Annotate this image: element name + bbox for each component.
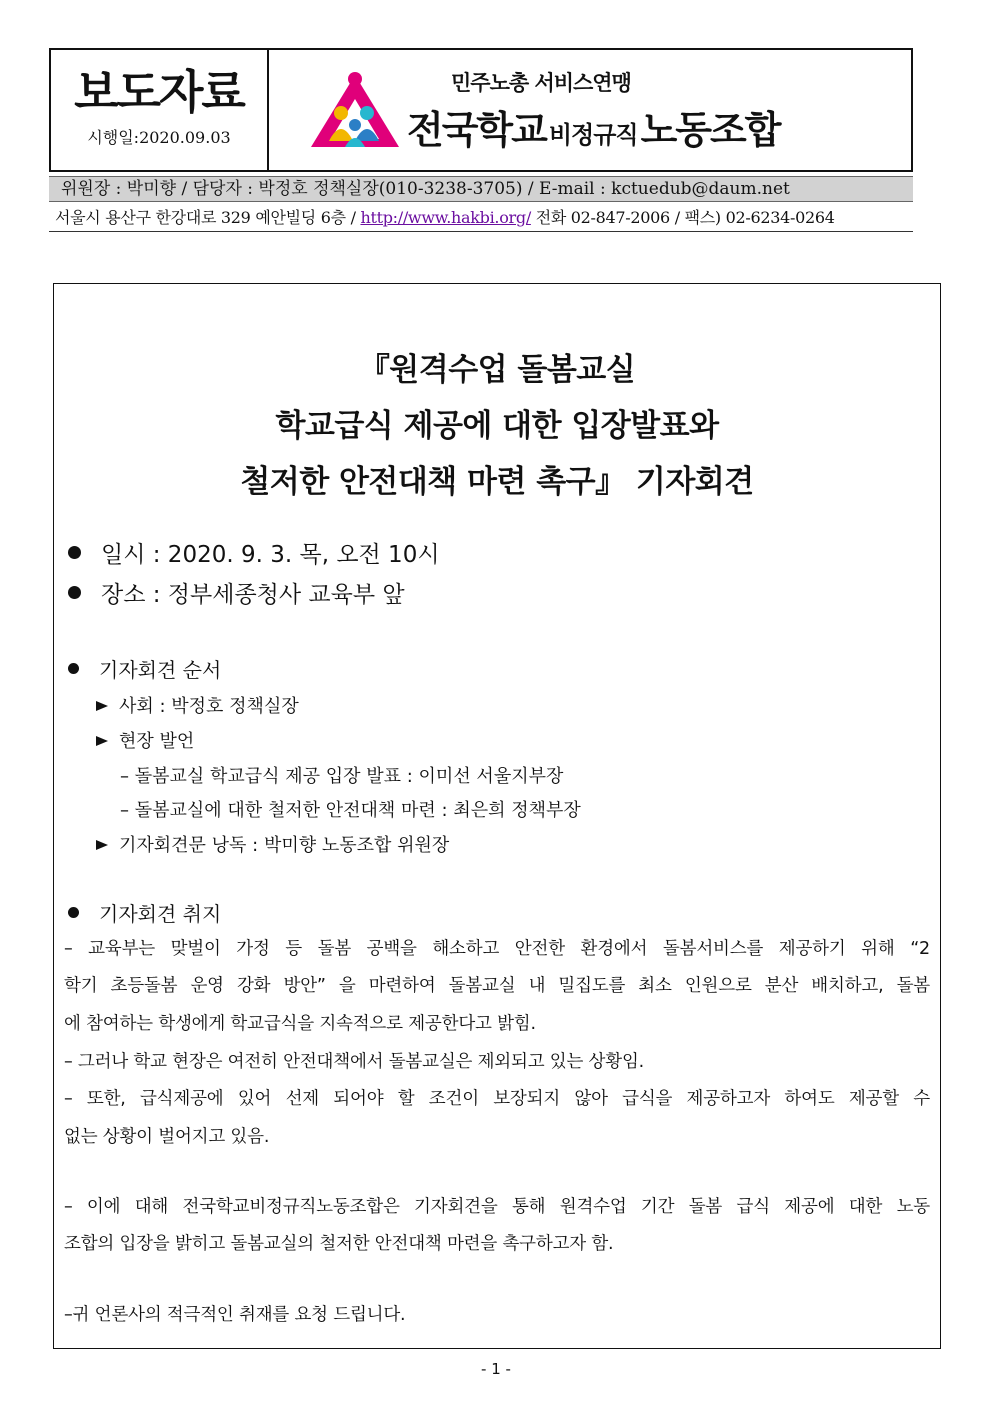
page-number: - 1 -: [481, 1360, 511, 1378]
order-item-host: [96, 692, 299, 718]
purpose-heading: [68, 898, 221, 927]
purpose-paragraph-3-line-2: 없는 상황이 벌어지고 있음.: [64, 1127, 270, 1147]
press-release-title: 보도자료: [74, 64, 244, 119]
speech-item-1: – 돌봄교실 학교급식 제공 입장 발표 : 이미선 서울지부장: [120, 766, 564, 787]
purpose-heading-text: 기자회견 취지: [99, 902, 222, 926]
headline-line-1: 『원격수업 돌봄교실: [358, 352, 636, 388]
website-link[interactable]: http://www.hakbi.org/: [360, 208, 531, 227]
union-federation: 민주노총 서비스연맹: [451, 70, 631, 95]
contact-info: 위원장 : 박미향 / 담당자 : 박정호 정책실장(010-3238-3705) / E-mail : kctuedub@daum.net: [49, 176, 913, 202]
purpose-paragraph-1-line-1: – 교육부는 맞벌이 가정 등 돌봄 공백을 해소하고 안전한 환경에서 돌봄서비스를 제공하기 위해 “2: [64, 939, 930, 959]
union-logo-cell: [269, 50, 911, 170]
order-item-speeches: [96, 727, 194, 753]
event-datetime: [68, 536, 440, 569]
release-date: 시행일:2020.09.03: [87, 127, 231, 147]
triangle-bullet-icon: [96, 701, 108, 711]
order-item-statement: [96, 831, 449, 857]
press-header: [49, 48, 913, 172]
union-full-name: [407, 99, 779, 154]
triangle-bullet-icon: [96, 840, 108, 850]
bullet-icon: [68, 663, 79, 674]
order-item-speeches-text: 현장 발언: [119, 731, 195, 752]
headline-line-2: 학교급식 제공에 대한 입장발표와: [275, 408, 719, 444]
union-name: [407, 67, 779, 154]
union-name-part2: 비정규직: [548, 120, 638, 149]
event-place: [68, 576, 405, 609]
order-item-statement-text: 기자회견문 낭독 : 박미향 노동조합 위원장: [119, 835, 450, 856]
bullet-icon: [68, 586, 81, 599]
union-logo-icon: [307, 69, 403, 151]
order-heading: [68, 654, 221, 683]
event-datetime-text: 일시 : 2020. 9. 3. 목, 오전 10시: [101, 542, 440, 568]
purpose-paragraph-4-line-2: 조합의 입장을 밝히고 돌봄교실의 철저한 안전대책 마련을 촉구하고자 함.: [64, 1234, 614, 1254]
purpose-paragraph-1-line-3: 에 참여하는 학생에게 학교급식을 지속적으로 제공한다고 밝힘.: [64, 1014, 536, 1034]
order-heading-text: 기자회견 순서: [99, 658, 222, 682]
union-name-part3: 노동조합: [640, 107, 780, 152]
purpose-paragraph-4-line-1: – 이에 대해 전국학교비정규직노동조합은 기자회견을 통해 원격수업 기간 돌봄 급식 제공에 대한 노동: [64, 1197, 930, 1217]
purpose-paragraph-3-line-1: – 또한, 급식제공에 있어 선제 되어야 할 조건이 보장되지 않아 급식을 제공하고자 하여도 제공할 수: [64, 1089, 930, 1109]
street-address: 서울시 용산구 한강대로 329 예안빌딩 6층 /: [55, 208, 361, 227]
phone-fax: 전화 02-847-2006 / 팩스) 02-6234-0264: [530, 208, 835, 227]
purpose-paragraph-1-line-2: 학기 초등돌봄 운영 강화 방안” 을 마련하여 돌봄교실 내 밀집도를 최소 인원으로 분산 배치하고, 돌봄: [64, 976, 930, 996]
union-name-part1: 전국학교: [407, 107, 546, 152]
address-info: [49, 204, 913, 232]
purpose-paragraph-5: –귀 언론사의 적극적인 취재를 요청 드립니다.: [64, 1305, 406, 1325]
order-item-host-text: 사회 : 박정호 정책실장: [119, 696, 299, 717]
purpose-paragraph-2: – 그러나 학교 현장은 여전히 안전대책에서 돌봄교실은 제외되고 있는 상황임.: [64, 1052, 645, 1072]
event-place-text: 장소 : 정부세종청사 교육부 앞: [101, 582, 405, 608]
bullet-icon: [68, 907, 79, 918]
press-release-cell: [51, 50, 269, 170]
headline-line-3: 철저한 안전대책 마련 촉구』 기자회견: [240, 464, 754, 500]
triangle-bullet-icon: [96, 736, 108, 746]
speech-item-2: – 돌봄교실에 대한 철저한 안전대책 마련 : 최은희 정책부장: [120, 800, 581, 821]
bullet-icon: [68, 546, 81, 559]
content-frame: [53, 283, 941, 1349]
